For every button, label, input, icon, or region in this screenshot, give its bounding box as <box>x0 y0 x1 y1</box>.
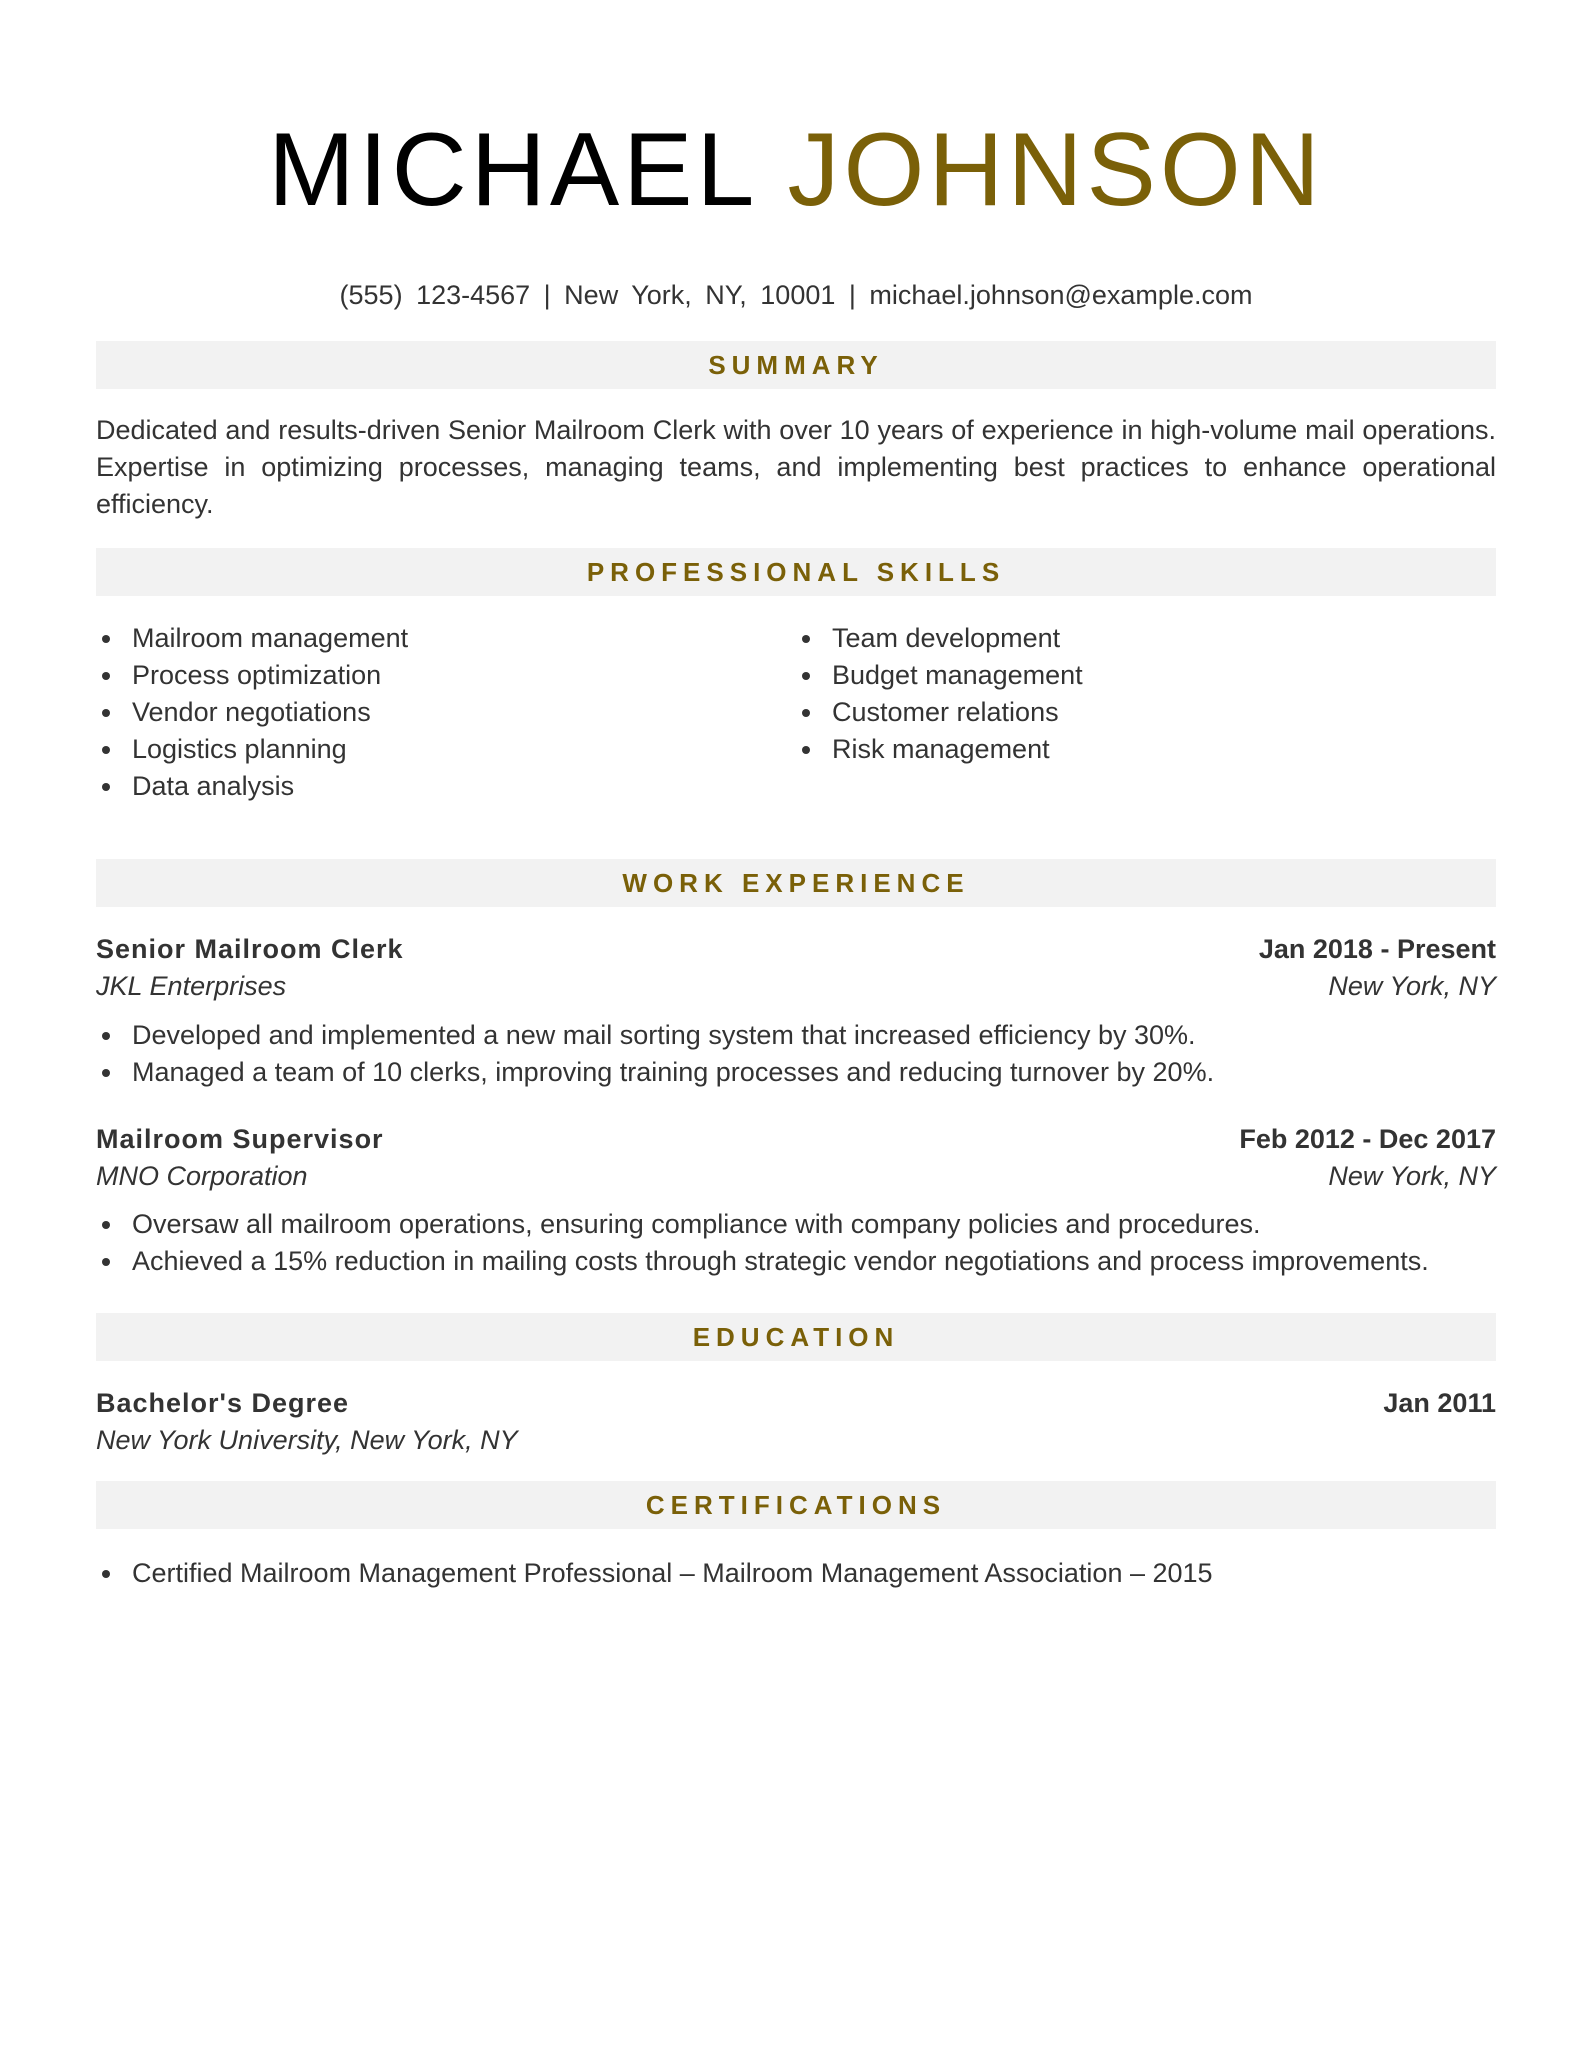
job-company-row <box>96 968 1496 1005</box>
skill-item: Process optimization <box>96 657 408 694</box>
job-bullet: Developed and implemented a new mail sorting system that increased efficiency by 30%. <box>96 1017 1214 1054</box>
job-role: Senior Mailroom Clerk <box>96 934 404 964</box>
skills-list-right <box>796 620 1083 768</box>
first-name: MICHAEL <box>268 112 755 228</box>
education-header: EDUCATION <box>96 1313 1496 1361</box>
skill-item: Budget management <box>796 657 1083 694</box>
certifications-header: CERTIFICATIONS <box>96 1481 1496 1529</box>
job-location: New York, NY <box>1328 1161 1496 1191</box>
certification-item: Certified Mailroom Management Professional – Mailroom Management Association – 2015 <box>96 1555 1213 1592</box>
job-bullet: Oversaw all mailroom operations, ensuring compliance with company policies and procedures. <box>96 1206 1429 1243</box>
job-dates: Jan 2018 - Present <box>1258 934 1496 964</box>
job-bullets <box>96 1017 1214 1091</box>
job-bullet: Managed a team of 10 clerks, improving training processes and reducing turnover by 20%. <box>96 1054 1214 1091</box>
job-bullets <box>96 1206 1429 1280</box>
job-title-row <box>96 1121 1496 1158</box>
skills-header: PROFESSIONAL SKILLS <box>96 548 1496 596</box>
job-dates: Feb 2012 - Dec 2017 <box>1239 1124 1496 1154</box>
education-school-row <box>96 1422 1496 1459</box>
job-location: New York, NY <box>1328 971 1496 1001</box>
education-row <box>96 1385 1496 1422</box>
education-degree: Bachelor's Degree <box>96 1388 350 1418</box>
experience-header: WORK EXPERIENCE <box>96 859 1496 907</box>
job-title-row <box>96 931 1496 968</box>
skill-item: Customer relations <box>796 694 1083 731</box>
skill-item: Vendor negotiations <box>96 694 408 731</box>
job-role: Mailroom Supervisor <box>96 1124 384 1154</box>
skill-item: Mailroom management <box>96 620 408 657</box>
education-date: Jan 2011 <box>1383 1388 1496 1418</box>
skills-list-left <box>96 620 408 805</box>
skill-item: Data analysis <box>96 768 408 805</box>
education-school: New York University, New York, NY <box>96 1425 518 1455</box>
candidate-name <box>96 112 1496 228</box>
skill-item: Risk management <box>796 731 1083 768</box>
summary-text: Dedicated and results-driven Senior Mailroom Clerk with over 10 years of experience in high-volume mail operations. Expertise in optimizing processes, managing teams, and implementing best practices to enhance operational efficiency. <box>96 415 1496 519</box>
skill-item: Team development <box>796 620 1083 657</box>
certifications-list <box>96 1555 1213 1592</box>
job-company: JKL Enterprises <box>96 971 287 1001</box>
job-bullet: Achieved a 15% reduction in mailing costs through strategic vendor negotiations and process improvements. <box>96 1243 1429 1280</box>
job-company-row <box>96 1158 1496 1195</box>
job-company: MNO Corporation <box>96 1161 308 1191</box>
summary-header: SUMMARY <box>96 341 1496 389</box>
skill-item: Logistics planning <box>96 731 408 768</box>
contact-info: (555) 123-4567 | New York, NY, 10001 | michael.johnson@example.com <box>339 280 1253 310</box>
last-name: JOHNSON <box>787 112 1324 228</box>
